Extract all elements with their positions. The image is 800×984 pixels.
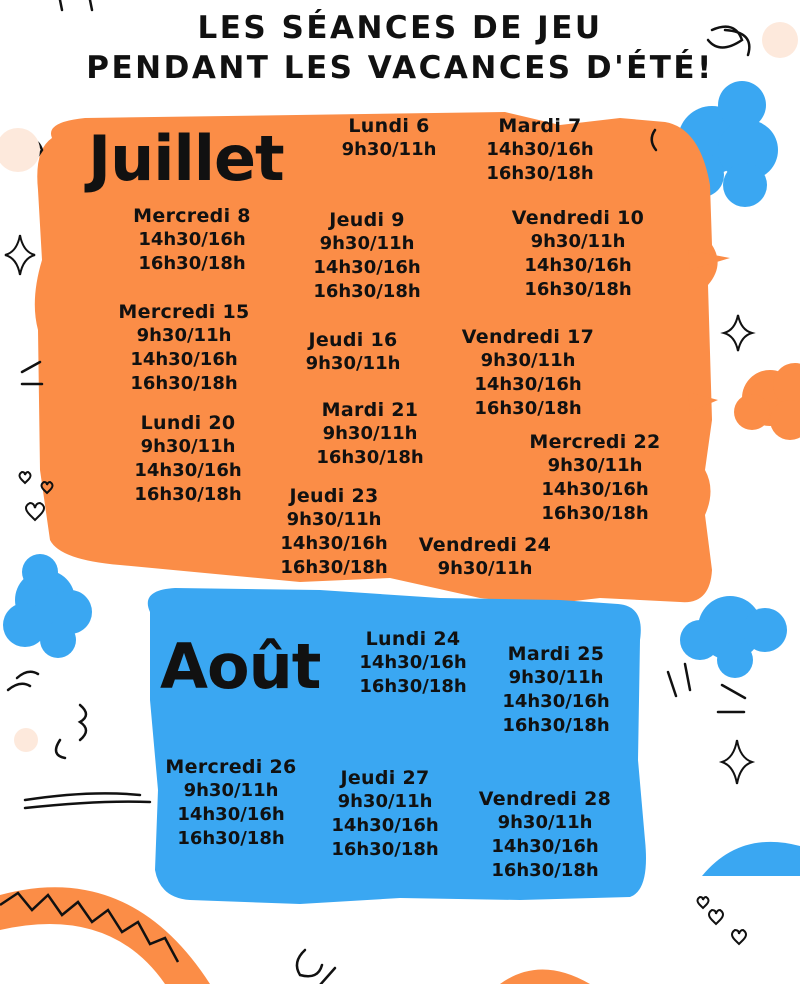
day-name: Jeudi 27: [340, 767, 430, 789]
day-name: Mercredi 8: [133, 205, 251, 227]
day-card: [342, 114, 437, 162]
page-title-line1: LES SÉANCES DE JEU: [197, 10, 603, 46]
time-slot: 9h30/11h: [183, 780, 279, 801]
day-card: [118, 300, 249, 396]
time-slot: 16h30/18h: [331, 839, 439, 860]
time-slot: 16h30/18h: [486, 163, 594, 184]
day-name: Mardi 25: [507, 643, 605, 665]
time-slot: 16h30/18h: [491, 860, 599, 881]
day-card: [165, 755, 296, 851]
time-slot: 14h30/16h: [130, 349, 238, 370]
day-card: [313, 208, 420, 304]
blue-cloud-blob: [680, 596, 787, 678]
orange-cloud-blob: [734, 363, 800, 440]
day-card: [359, 627, 466, 699]
page-title-line2: PENDANT LES VACANCES D'ÉTÉ!: [86, 50, 714, 86]
time-slot: 14h30/16h: [134, 460, 242, 481]
day-name: Mercredi 22: [529, 431, 661, 453]
time-slot: 9h30/11h: [322, 423, 418, 444]
time-slot: 9h30/11h: [547, 455, 643, 476]
time-slot: 16h30/18h: [130, 373, 238, 394]
time-slot: 9h30/11h: [437, 558, 533, 579]
time-slot: 9h30/11h: [140, 436, 236, 457]
time-slot: 14h30/16h: [486, 139, 594, 160]
day-card: [306, 328, 401, 376]
day-name: Lundi 6: [348, 115, 430, 137]
time-slot: 14h30/16h: [491, 836, 599, 857]
orange-half-disc: [500, 970, 590, 984]
month-title-aout: Août: [160, 630, 321, 703]
day-name: Lundi 20: [140, 412, 236, 434]
day-card: [134, 411, 241, 507]
day-card: [280, 484, 387, 580]
day-name: Vendredi 17: [461, 326, 595, 348]
time-slot: 14h30/16h: [541, 479, 649, 500]
time-slot: 16h30/18h: [524, 279, 632, 300]
day-card: [486, 114, 593, 186]
time-slot: 16h30/18h: [359, 676, 467, 697]
time-slot: 14h30/16h: [502, 691, 610, 712]
time-slot: 14h30/16h: [524, 255, 632, 276]
time-slot: 16h30/18h: [316, 447, 424, 468]
day-card: [479, 787, 611, 883]
day-name: Mercredi 15: [118, 301, 250, 323]
month-title-juillet: Juillet: [88, 122, 284, 195]
time-slot: 14h30/16h: [313, 257, 421, 278]
time-slot: 16h30/18h: [138, 253, 246, 274]
time-slot: 9h30/11h: [136, 325, 232, 346]
day-name: Vendredi 10: [511, 207, 645, 229]
day-name: Mardi 21: [321, 399, 419, 421]
day-card: [512, 206, 644, 302]
time-slot: 14h30/16h: [359, 652, 467, 673]
time-slot: 14h30/16h: [138, 229, 246, 250]
day-card: [502, 642, 609, 738]
time-slot: 9h30/11h: [508, 667, 604, 688]
time-slot: 16h30/18h: [313, 281, 421, 302]
day-name: Vendredi 28: [478, 788, 612, 810]
blue-half-disc: [702, 842, 800, 876]
day-card: [529, 430, 660, 526]
time-slot: 16h30/18h: [134, 484, 242, 505]
time-slot: 9h30/11h: [305, 353, 401, 374]
day-name: Jeudi 23: [289, 485, 379, 507]
time-slot: 14h30/16h: [280, 533, 388, 554]
day-card: [419, 533, 551, 581]
orange-arc: [0, 887, 210, 984]
time-slot: 9h30/11h: [286, 509, 382, 530]
blue-cloud-blob: [3, 554, 92, 658]
day-name: Mardi 7: [498, 115, 582, 137]
time-slot: 9h30/11h: [319, 233, 415, 254]
time-slot: 9h30/11h: [480, 350, 576, 371]
day-name: Lundi 24: [365, 628, 461, 650]
day-card: [316, 398, 423, 470]
day-name: Mercredi 26: [165, 756, 297, 778]
time-slot: 9h30/11h: [530, 231, 626, 252]
time-slot: 16h30/18h: [280, 557, 388, 578]
time-slot: 16h30/18h: [474, 398, 582, 419]
day-card: [331, 766, 438, 862]
time-slot: 9h30/11h: [497, 812, 593, 833]
day-name: Jeudi 9: [329, 209, 405, 231]
time-slot: 14h30/16h: [177, 804, 285, 825]
day-name: Jeudi 16: [308, 329, 398, 351]
time-slot: 16h30/18h: [541, 503, 649, 524]
time-slot: 9h30/11h: [337, 791, 433, 812]
time-slot: 16h30/18h: [502, 715, 610, 736]
day-name: Vendredi 24: [418, 534, 552, 556]
time-slot: 16h30/18h: [177, 828, 285, 849]
time-slot: 14h30/16h: [331, 815, 439, 836]
time-slot: 9h30/11h: [341, 139, 437, 160]
time-slot: 14h30/16h: [474, 374, 582, 395]
day-card: [462, 325, 594, 421]
day-card: [133, 204, 251, 276]
